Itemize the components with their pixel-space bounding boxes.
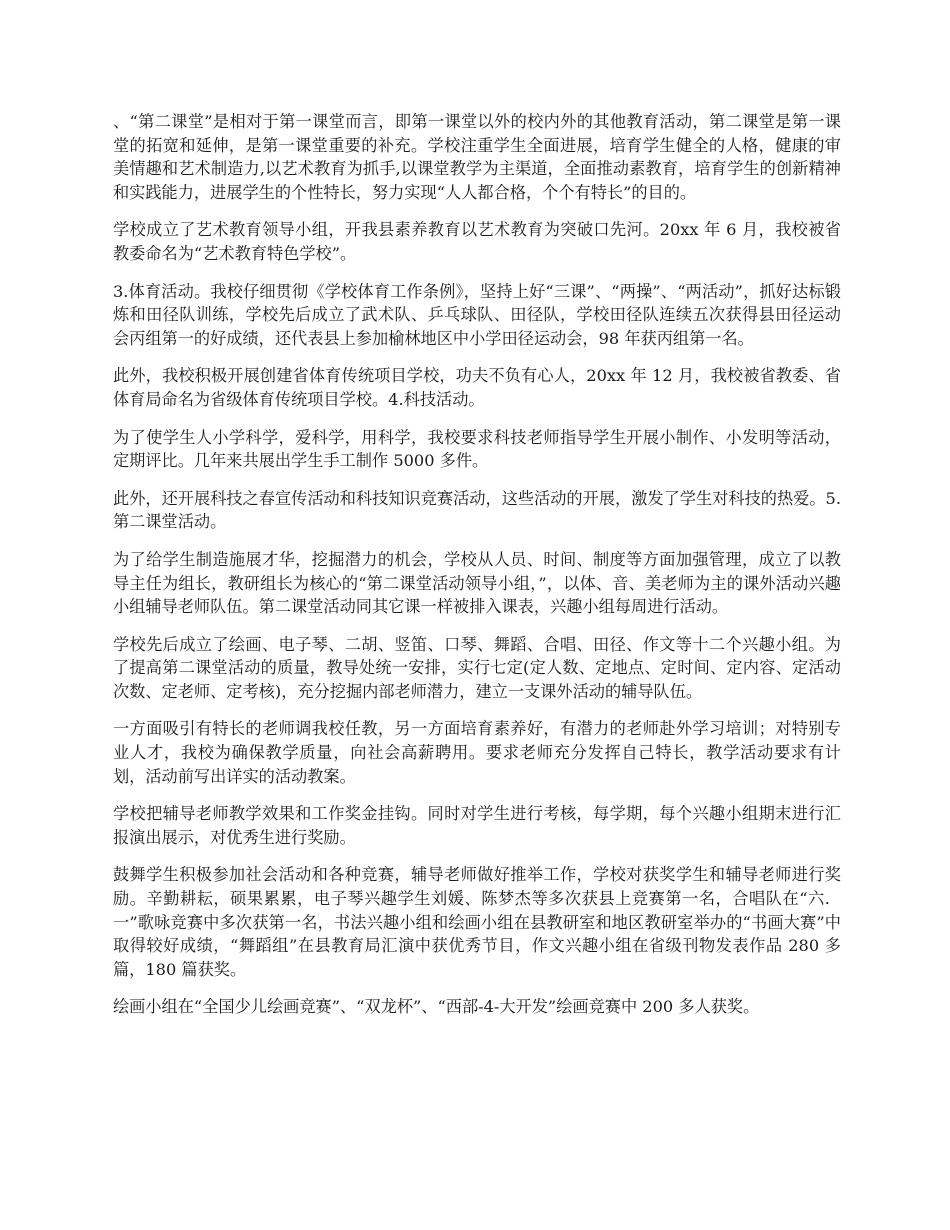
paragraph-interest-groups: 学校先后成立了绘画、电子琴、二胡、竖笛、口琴、舞蹈、合唱、田径、作文等十二个兴趣小组。为了提高第二课堂活动的质量，教导处统一安排，实行七定(定人数、定地点、定时间、定内容、定活动次数、定老师、定考核)，充分挖掘内部老师潜力，建立一支课外活动的辅导队伍。 xyxy=(113,634,841,701)
paragraph-sports-tradition-school: 此外，我校积极开展创建省体育传统项目学校，功夫不负有心人，20xx 年 12 月，我校被省教委、省体育局命名为省级体育传统项目学校。4.科技活动。 xyxy=(113,366,841,409)
paragraph-second-classroom-intro: 、“第二课堂”是相对于第一课堂而言，即第一课堂以外的校内外的其他教育活动，第二课堂是第一课堂的拓宽和延伸，是第一课堂重要的补充。学校注重学生全面进展，培育学生健全的人格，健康的审美情趣和艺术制造力,以艺术教育为抓手,以课堂教学为主渠道，全面推动素教育，培育学生的创新精神和实践能力，进展学生的个性特长，努力实现“人人都合格，个个有特长”的目的。 xyxy=(113,112,841,202)
paragraph-art-education-group: 学校成立了艺术教育领导小组，开我县素养教育以艺术教育为突破口先河。20xx 年 6 月，我校被省教委命名为“艺术教育特色学校”。 xyxy=(113,220,841,263)
paragraph-teacher-recruitment: 一方面吸引有特长的老师调我校任教，另一方面培育素养好，有潜力的老师赴外学习培训；对特别专业人才，我校为确保教学质量，向社会高薪聘用。要求老师充分发挥自己特长，教学活动要求有计划，活动前写出详实的活动教案。 xyxy=(113,719,841,786)
paragraph-painting-awards: 绘画小组在“全国少儿绘画竞赛”、“双龙杯”、“西部-4-大开发”绘画竞赛中 200 多人获奖。 xyxy=(113,997,760,1017)
paragraph-second-classroom-management: 为了给学生制造施展才华，挖掘潜力的机会，学校从人员、时间、制度等方面加强管理，成立了以教导主任为组长，教研组长为核心的“第二课堂活动领导小组，”，以体、音、美老师为主的课外活动兴趣小组辅导老师队伍。第二课堂活动同其它课一样被排入课表，兴趣小组每周进行活动。 xyxy=(113,549,841,617)
document-body xyxy=(113,110,841,1033)
paragraph-teacher-assessment: 学校把辅导老师教学效果和工作奖金挂钩。同时对学生进行考核，每学期，每个兴趣小组期末进行汇报演出展示，对优秀生进行奖励。 xyxy=(113,804,841,847)
paragraph-science-spring: 此外，还开展科技之春宣传活动和科技知识竞赛活动，这些活动的开展，激发了学生对科技的热爱。5.第二课堂活动。 xyxy=(113,488,841,532)
paragraph-sports-activities: 3.体育活动。我校仔细贯彻《学校体育工作条例》，坚持上好“三课”、“两操”、“两活动”，抓好达标锻炼和田径队训练，学校先后成立了武术队、乒乓球队、田径队，学校田径队连续五次获得县田径运动会丙组第一的好成绩，还代表县上参加榆林地区中小学田径运动会，98 年获丙组第一名。 xyxy=(113,281,841,348)
paragraph-competitions-awards: 鼓舞学生积极参加社会活动和各种竞赛，辅导老师做好推举工作，学校对获奖学生和辅导老师进行奖励。辛勤耕耘，硕果累累，电子琴兴趣学生刘媛、陈梦杰等多次获县上竞赛第一名，合唱队在“六．一”歌咏竞赛中多次获第一名，书法兴趣小组和绘画小组在县教研室和地区教研室举办的“书画大赛”中取得较好成绩，“舞蹈组”在县教育局汇演中获优秀节目，作文兴趣小组在省级刊物发表作品 280 多篇，180 篇获奖。 xyxy=(113,865,841,979)
paragraph-science-activities: 为了使学生人小学科学，爱科学，用科学，我校要求科技老师指导学生开展小制作、小发明等活动，定期评比。几年来共展出学生手工制作 5000 多件。 xyxy=(113,427,841,471)
